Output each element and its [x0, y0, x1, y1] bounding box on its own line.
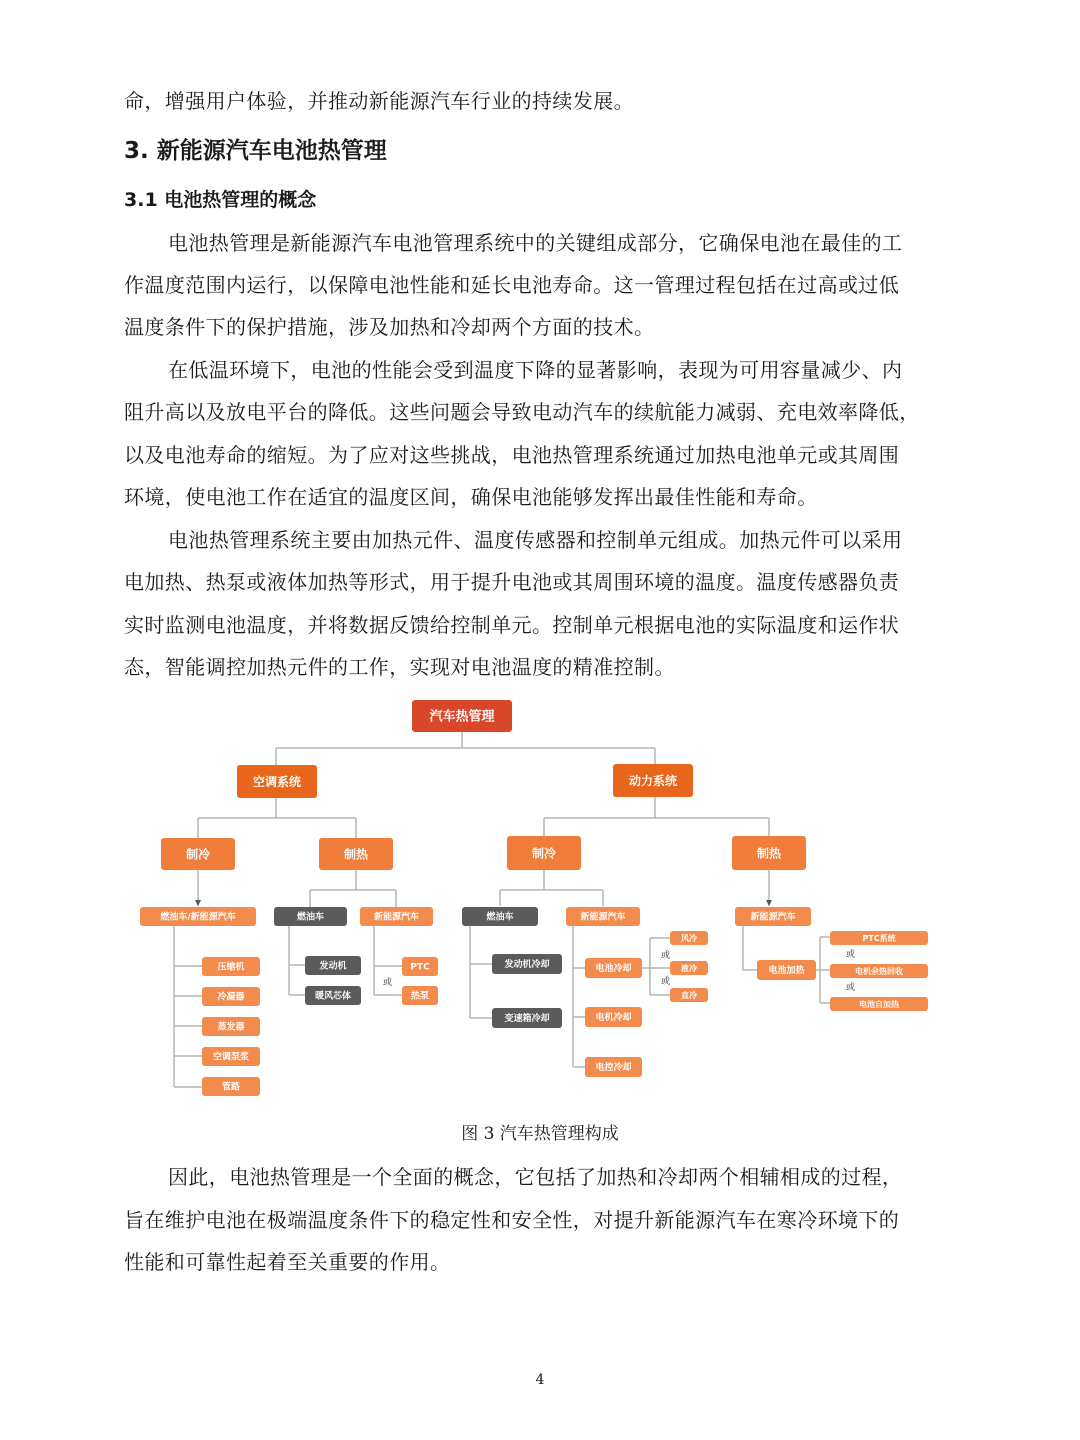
battery-heating-method	[830, 997, 928, 1011]
ac-heat-fuel-component-label: 发动机	[319, 961, 347, 972]
power-cool-nev-component-label: 电控冷却	[595, 1063, 632, 1074]
ac-system-node-label: 空调系统	[252, 774, 302, 789]
or-label: 或	[846, 950, 856, 960]
power-cool-fuel-component	[492, 1008, 562, 1028]
paragraph-line: 温度条件下的保护措施，涉及加热和冷却两个方面的技术。	[124, 315, 655, 339]
power-cool-fuel-component-label: 发动机冷却	[504, 960, 550, 971]
ac-heating-node-label: 制热	[343, 847, 369, 862]
battery-heating-method	[830, 931, 928, 945]
paragraph-line: 阻升高以及放电平台的降低。这些问题会导致电动汽车的续航能力减弱、充电效率降低，	[124, 400, 920, 424]
power-cool-fuel-node-label: 燃油车	[486, 912, 514, 923]
paragraph-line: 电池热管理系统主要由加热元件、温度传感器和控制单元组成。加热元件可以采用	[168, 528, 903, 552]
paragraph-line: 以及电池寿命的缩短。为了应对这些挑战，电池热管理系统通过加热电池单元或其周围	[124, 443, 900, 467]
battery-cooling-method-label: 直冷	[681, 990, 697, 1000]
ac-heat-fuel-component-label: 暖风芯体	[314, 991, 352, 1002]
ac-cool-component	[202, 1047, 260, 1066]
ac-cool-component-label: 压缩机	[217, 962, 245, 973]
power-heat-nev-node	[735, 907, 811, 926]
ac-cool-component	[202, 987, 260, 1006]
power-cool-fuel-component	[492, 954, 562, 974]
power-cool-nev-component-label: 电机冷却	[595, 1013, 632, 1024]
ac-heat-nev-node	[360, 907, 433, 926]
battery-cooling-method	[670, 961, 708, 975]
power-cool-fuel-node	[462, 907, 538, 926]
paragraph-line: 因此，电池热管理是一个全面的概念，它包括了加热和冷却两个相辅相成的过程，	[168, 1165, 903, 1189]
power-cool-nev-component	[585, 1007, 642, 1027]
ac-cooling-node	[161, 838, 235, 870]
power-cool-nev-node	[566, 907, 640, 926]
power-heat-nev-node-label: 新能源汽车	[750, 912, 796, 923]
ac-heat-nev-component	[402, 986, 438, 1005]
figure-caption: 图 3 汽车热管理构成	[461, 1124, 619, 1144]
ac-heat-nev-component-label: PTC	[410, 962, 430, 973]
ac-cool-component-label: 冷凝器	[217, 992, 245, 1003]
ac-heat-nev-node-label: 新能源汽车	[373, 912, 420, 923]
paragraph-line: 在低温环境下，电池的性能会受到温度下降的显著影响，表现为可用容量减少、内	[168, 358, 903, 382]
paragraph-line: 实时监测电池温度，并将数据反馈给控制单元。控制单元根据电池的实际温度和运作状	[124, 613, 900, 637]
power-heating-node	[732, 836, 806, 870]
paragraph-line: 态，智能调控加热元件的工作，实现对电池温度的精准控制。	[124, 655, 675, 679]
ac-heat-fuel-component	[305, 986, 361, 1005]
ac-cooling-node-label: 制冷	[185, 847, 211, 862]
ac-cool-vehicle-node-label: 燃油车/新能源汽车	[160, 912, 236, 923]
ac-heat-fuel-node	[274, 907, 347, 926]
paragraph-line: 环境，使电池工作在适宜的温度区间，确保电池能够发挥出最佳性能和寿命。	[124, 485, 818, 509]
paragraph-line: 电加热、热泵或液体加热等形式，用于提升电池或其周围环境的温度。温度传感器负责	[124, 570, 900, 594]
ac-cool-component	[202, 1017, 260, 1036]
ac-cool-component-label: 空调泵浆	[212, 1052, 250, 1063]
paragraph-line: 旨在维护电池在极端温度条件下的稳定性和安全性，对提升新能源汽车在寒冷环境下的	[124, 1208, 900, 1232]
power-cool-nev-component-label: 电池冷却	[595, 964, 632, 975]
power-cooling-node	[507, 836, 581, 870]
ac-cool-component	[202, 1077, 260, 1096]
power-heating-node-label: 制热	[756, 846, 782, 861]
battery-heating-node	[757, 960, 816, 980]
or-label: 或	[661, 951, 671, 961]
paragraph-line: 作温度范围内运行，以保障电池性能和延长电池寿命。这一管理过程包括在过高或过低	[124, 273, 900, 297]
or-label: 或	[661, 977, 671, 987]
power-cool-fuel-component-label: 变速箱冷却	[504, 1014, 550, 1025]
battery-heating-node-label: 电池加热	[768, 966, 805, 977]
battery-heating-method	[830, 964, 928, 978]
section-heading: 3. 新能源汽车电池热管理	[124, 138, 387, 164]
ac-heat-nev-component	[402, 957, 438, 976]
ac-cool-vehicle-node	[140, 907, 256, 926]
ac-heating-node	[319, 838, 393, 870]
ac-heat-fuel-node-label: 燃油车	[296, 912, 325, 923]
ac-cool-component-label: 蒸发器	[217, 1022, 245, 1033]
battery-heating-method-label: PTC系统	[862, 933, 896, 943]
diagram-nodes	[140, 700, 928, 1096]
power-cool-nev-component	[585, 958, 642, 978]
battery-heating-method-label: 电池自加热	[859, 999, 899, 1009]
power-cooling-node-label: 制冷	[531, 846, 557, 861]
subsection-heading: 3.1 电池热管理的概念	[124, 189, 317, 211]
ac-cool-component-label: 管路	[221, 1082, 241, 1093]
power-system-node	[613, 764, 693, 797]
paragraph-line: 电池热管理是新能源汽车电池管理系统中的关键组成部分，它确保电池在最佳的工	[168, 231, 903, 255]
root-node-label: 汽车热管理	[429, 709, 495, 725]
power-cool-nev-node-label: 新能源汽车	[580, 912, 626, 923]
ac-system-node	[237, 765, 317, 798]
ac-cool-component	[202, 957, 260, 976]
page-number: 4	[535, 1372, 545, 1388]
root-node	[412, 700, 512, 732]
power-cool-nev-component	[585, 1057, 642, 1077]
paragraph-line: 命，增强用户体验，并推动新能源汽车行业的持续发展。	[124, 89, 634, 113]
or-label: 或	[846, 983, 856, 993]
ac-heat-fuel-component	[305, 956, 361, 975]
battery-cooling-method	[670, 931, 708, 945]
battery-cooling-method-label: 液冷	[681, 963, 697, 973]
paragraph-line: 性能和可靠性起着至关重要的作用。	[124, 1250, 451, 1274]
or-label: 或	[383, 978, 393, 988]
ac-heat-nev-component-label: 热泵	[410, 991, 430, 1002]
battery-cooling-method-label: 风冷	[681, 933, 697, 943]
diagram-arrows	[195, 900, 772, 906]
power-system-node-label: 动力系统	[628, 773, 678, 788]
battery-heating-method-label: 电机余热回收	[855, 966, 903, 976]
battery-cooling-method	[670, 988, 708, 1002]
